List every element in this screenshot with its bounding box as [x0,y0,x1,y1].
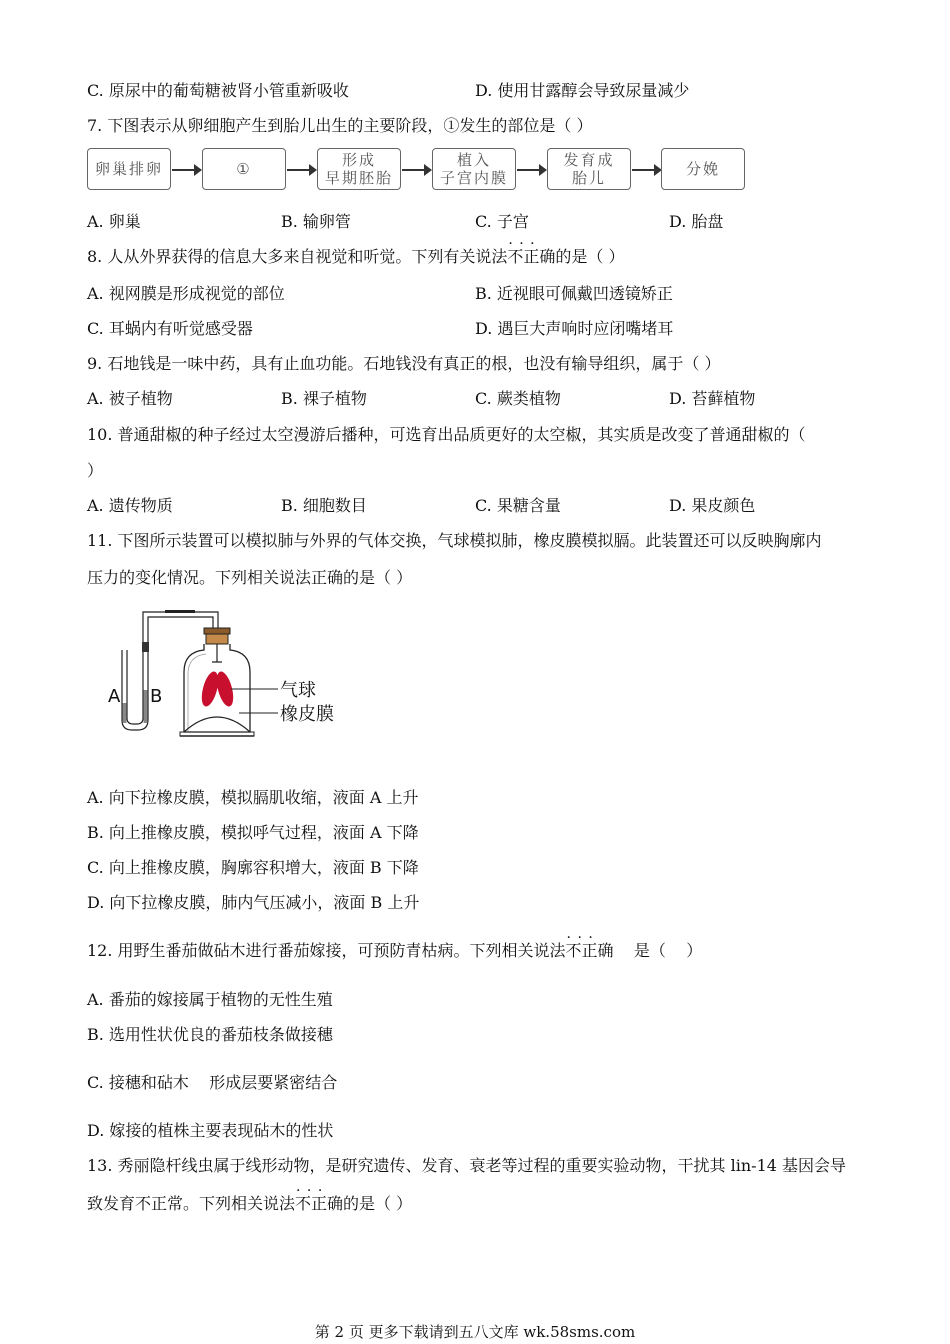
q7-option-d: D. 胎盘 [669,212,724,231]
flow-box-2 [202,148,286,190]
q12-option-d: D. 嫁接的植株主要表现砧木的性状 [87,1121,334,1140]
q10-stem-line2: ） [87,461,104,480]
flow-box-5-line1: 发育成 [563,151,615,169]
flow-arrow-4 [517,169,541,171]
flow-box-6-text: 分娩 [685,160,720,178]
q12-stem-post: 是（ ） [613,941,703,960]
page-footer: 第 2 页 更多下载请到五八文库 wk.58sms.com [314,1323,636,1341]
q9-option-a: A. 被子植物 [87,389,173,408]
flow-box-1-text: 卵巢排卵 [94,160,163,178]
flow-arrow-1 [172,169,196,171]
q8-option-c: C. 耳蜗内有听觉感受器 [87,319,253,338]
q9-option-d: D. 苔藓植物 [669,389,756,408]
label-b: B [150,686,163,707]
q13-stem-pre: 致发育不正常。下列相关说法 [87,1194,296,1213]
q6-option-c: C. 原尿中的葡萄糖被肾小管重新吸收 [87,81,349,100]
q10-option-c: C. 果糖含量 [475,496,561,515]
flow-box-2-text: ① [236,160,252,178]
q7-option-b: B. 输卵管 [281,212,351,231]
q13-stem-line2 [87,1193,412,1215]
q12-option-a: A. 番茄的嫁接属于植物的无性生殖 [87,990,333,1009]
q7-option-a: A. 卵巢 [87,212,141,231]
flow-box-1 [87,148,171,190]
flow-arrow-3 [402,169,426,171]
flow-box-5-line2: 胎儿 [571,169,606,187]
q8-stem-pre: 8. 人从外界获得的信息大多来自视觉和听觉。下列有关说法 [87,247,508,266]
flow-box-4-line1: 植入 [456,151,491,169]
flow-box-4 [432,148,516,190]
q10-option-a: A. 遗传物质 [87,496,173,515]
q9-option-b: B. 裸子植物 [281,389,367,408]
flow-box-5 [547,148,631,190]
q8-stem [87,246,624,268]
q8-option-a: A. 视网膜是形成视觉的部位 [87,284,285,303]
q12-option-b: B. 选用性状优良的番茄枝条做接穗 [87,1025,333,1044]
q6-option-d: D. 使用甘露醇会导致尿量减少 [475,81,690,100]
flow-box-6 [661,148,745,190]
q8-stem-post: 的是（ ） [555,247,625,266]
q7-option-c: C. 子宫 [475,212,529,231]
q12-emphasis: · · · 不正确 [566,940,614,962]
label-balloon: 气球 [280,680,316,701]
label-membrane: 橡皮膜 [280,704,334,725]
q8-emphasis: · · · 不正确 [507,246,555,268]
q10-stem-line1: 10. 普通甜椒的种子经过太空漫游后播种，可选育出品质更好的太空椒，其实质是改变了普通甜椒的（ [87,425,806,444]
flow-box-4-line2: 子宫内膜 [439,169,508,187]
q10-option-b: B. 细胞数目 [281,496,367,515]
lung-model-figure [100,600,350,745]
q11-option-a: A. 向下拉橡皮膜，模拟膈肌收缩，液面 A 上升 [87,788,419,807]
q11-option-c: C. 向上推橡皮膜，胸廓容积增大，液面 B 下降 [87,858,419,877]
q13-stem-post: 的是（ ） [343,1194,413,1213]
flow-box-3-line1: 形成 [341,151,376,169]
q8-option-b: B. 近视眼可佩戴凹透镜矫正 [475,284,673,303]
q9-stem: 9. 石地钱是一味中药，具有止血功能。石地钱没有真正的根，也没有输导组织，属于（ ） [87,354,721,373]
q12-option-c: C. 接穗和砧木 形成层要紧密结合 [87,1073,338,1092]
q7-stem: 7. 下图表示从卵细胞产生到胎儿出生的主要阶段，①发生的部位是（ ） [87,116,593,135]
q12-stem [87,940,702,962]
q11-stem-line2: 压力的变化情况。下列相关说法正确的是（ ） [87,568,413,587]
q11-option-d: D. 向下拉橡皮膜，肺内气压减小，液面 B 上升 [87,893,420,912]
flow-box-3-line2: 早期胚胎 [324,169,393,187]
q13-stem-line1: 13. 秀丽隐杆线虫属于线形动物，是研究遗传、发育、衰老等过程的重要实验动物，干扰其 lin-14 基因会导 [87,1156,847,1175]
flow-arrow-2 [287,169,311,171]
q11-option-b: B. 向上推橡皮膜，模拟呼气过程，液面 A 下降 [87,823,419,842]
q12-stem-pre: 12. 用野生番茄做砧木进行番茄嫁接，可预防青枯病。下列相关说法 [87,941,566,960]
flow-arrow-5 [632,169,656,171]
q11-stem-line1: 11. 下图所示装置可以模拟肺与外界的气体交换，气球模拟肺，橡皮膜模拟膈。此装置还可以反映胸廓内 [87,531,822,550]
flow-box-3 [317,148,401,190]
label-a: A [108,686,121,707]
q8-option-d: D. 遇巨大声响时应闭嘴堵耳 [475,319,674,338]
q10-option-d: D. 果皮颜色 [669,496,756,515]
q13-emphasis: · · · 不正确 [295,1193,343,1215]
q9-option-c: C. 蕨类植物 [475,389,561,408]
